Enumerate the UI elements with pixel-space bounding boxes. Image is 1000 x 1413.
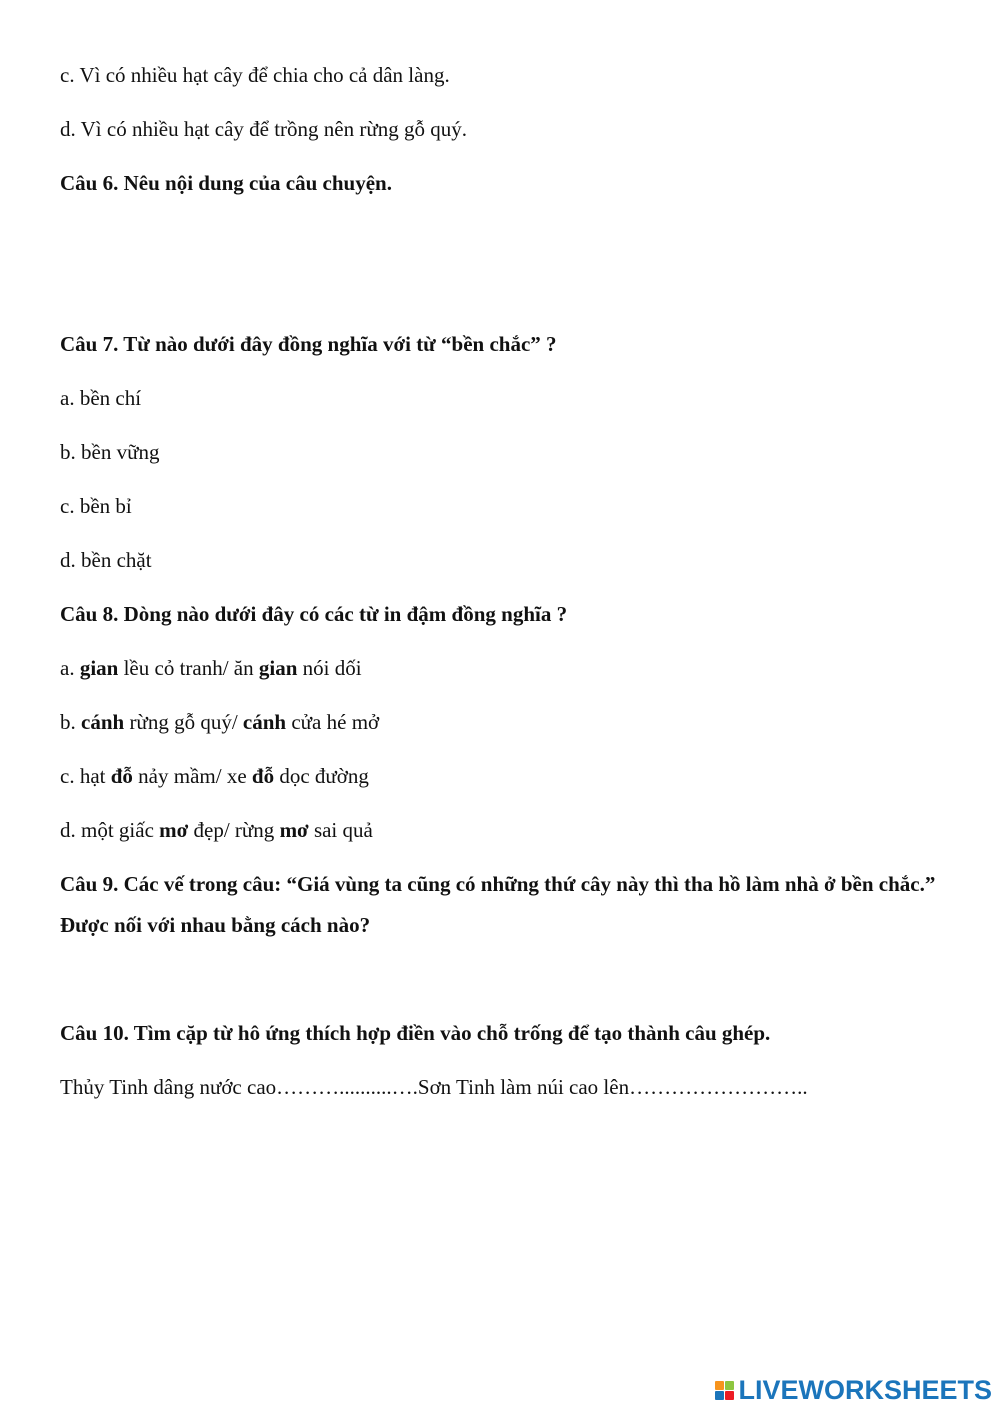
bold-word: gian (258, 656, 298, 680)
q7-option-c: c. bền bỉ (60, 494, 132, 518)
q5-option-d: d. Vì có nhiều hạt cây để trồng nên rừng gỗ quý. (60, 117, 467, 141)
bold-word: cánh (81, 710, 125, 734)
logo-text: LIVEWORKSHEETS (738, 1374, 992, 1405)
q7-option-d: d. bền chặt (60, 548, 152, 572)
q8-option-d: d. một giấc mơ đẹp/ rừng mơ sai quả (60, 818, 373, 842)
question-9: Câu 9. Các vế trong câu: “Giá vùng ta cũng có những thứ cây này thì tha hồ làm nhà ở bền chắc.” Được nối với nhau bằng cách nào? (60, 872, 936, 937)
bold-word: đỗ (251, 764, 275, 788)
q8-option-b: b. cánh rừng gỗ quý/ cánh cửa hé mở (60, 710, 380, 734)
bold-word: cánh (242, 710, 287, 734)
q8-option-c: c. hạt đỗ nảy mầm/ xe đỗ dọc đường (60, 764, 369, 788)
question-8: Câu 8. Dòng nào dưới đây có các từ in đậm đồng nghĩa ? (60, 602, 568, 626)
bold-word: mơ (279, 818, 309, 842)
q5-option-c: c. Vì có nhiều hạt cây để chia cho cả dân làng. (60, 63, 450, 87)
liveworksheets-logo-icon (715, 1381, 734, 1400)
q7-option-a: a. bền chí (60, 386, 142, 410)
q10-fill-line: Thủy Tinh dâng nước cao………..........….Sơn Tinh làm núi cao lên…………………….. (60, 1075, 808, 1099)
liveworksheets-logo[interactable] (715, 1375, 992, 1405)
q7-option-b: b. bền vững (60, 440, 160, 464)
q8-option-a: a. gian lều cỏ tranh/ ăn gian nói dối (60, 656, 362, 680)
question-7: Câu 7. Từ nào dưới đây đồng nghĩa với từ “bền chắc” ? (60, 332, 557, 356)
question-6: Câu 6. Nêu nội dung của câu chuyện. (60, 171, 392, 195)
bold-word: gian (79, 656, 119, 680)
bold-word: mơ (159, 818, 189, 842)
question-10: Câu 10. Tìm cặp từ hô ứng thích hợp điền vào chỗ trống để tạo thành câu ghép. (60, 1021, 771, 1045)
bold-word: đỗ (110, 764, 133, 788)
